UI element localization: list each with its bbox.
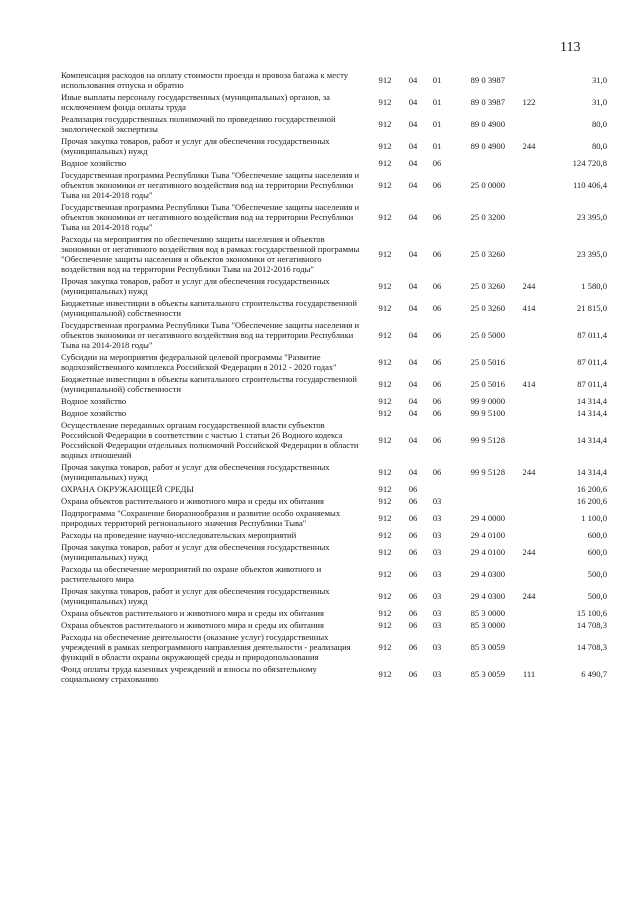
- row-name: Фонд оплаты труда казенных учреждений и взносы по обязательному социальному страхованию: [61, 664, 317, 684]
- row-grbs: 912: [378, 669, 392, 679]
- row-target-article: 25 0 3260: [470, 303, 505, 313]
- row-expense-type: [511, 233, 547, 275]
- row-subsection: 03: [432, 530, 442, 540]
- row-name: Бюджетные инвестиции в объекты капитального строительства государственной (муниципальной) собственности: [61, 374, 357, 394]
- row-section: 04: [408, 212, 418, 222]
- row-subsection: 06: [432, 303, 442, 313]
- row-expense-type: 244: [522, 281, 536, 291]
- row-subsection: 03: [432, 496, 442, 506]
- row-name: Расходы на проведение научно-исследовательских мероприятий: [61, 530, 297, 540]
- row-target-article: 29 4 0100: [470, 547, 505, 557]
- row-subsection: 01: [432, 75, 442, 85]
- row-section: 06: [408, 530, 418, 540]
- row-subsection: 06: [432, 396, 442, 406]
- table-row: [61, 483, 607, 495]
- row-section: 04: [408, 303, 418, 313]
- row-grbs: 912: [378, 97, 392, 107]
- row-target-article: 25 0 3260: [470, 281, 505, 291]
- row-grbs: 912: [378, 642, 392, 652]
- row-subsection: 06: [432, 180, 442, 190]
- row-expense-type: [511, 507, 547, 529]
- table-row: [61, 113, 607, 135]
- row-amount: 31,0: [591, 75, 607, 85]
- row-target-article: 99 9 0000: [470, 396, 505, 406]
- table-row: [61, 563, 607, 585]
- row-name: Реализация государственных полномочий по проведению государственной экологической экспертизы: [61, 114, 336, 134]
- table-row: [61, 201, 607, 233]
- row-amount: 6 490,7: [581, 669, 607, 679]
- row-amount: 500,0: [587, 569, 607, 579]
- row-expense-type: 244: [522, 591, 536, 601]
- row-name: Государственная программа Республики Тыва "Обеспечение защиты населения и объектов экономики от негативного воздействия вод на территории Республики Тыва на 2014-2018 годы": [61, 170, 360, 200]
- row-section: 04: [408, 249, 418, 259]
- table-row: [61, 663, 607, 685]
- row-subsection: 03: [432, 608, 442, 618]
- row-section: 06: [408, 620, 418, 630]
- row-section: 06: [408, 669, 418, 679]
- row-target-article: 25 0 5016: [470, 379, 505, 389]
- row-section: 04: [408, 379, 418, 389]
- row-name: Прочая закупка товаров, работ и услуг для обеспечения государственных (муниципальных) нужд: [61, 586, 330, 606]
- row-expense-type: [511, 169, 547, 201]
- row-name: Прочая закупка товаров, работ и услуг для обеспечения государственных (муниципальных) нужд: [61, 136, 330, 156]
- row-target-article: 29 4 0300: [470, 591, 505, 601]
- row-grbs: 912: [378, 212, 392, 222]
- row-subsection: [425, 483, 449, 495]
- row-target-article: 89 0 4900: [470, 141, 505, 151]
- row-amount: 1 580,0: [581, 281, 607, 291]
- row-subsection: 06: [432, 435, 442, 445]
- row-expense-type: [511, 495, 547, 507]
- row-section: 04: [408, 408, 418, 418]
- row-section: 04: [408, 281, 418, 291]
- row-section: 04: [408, 357, 418, 367]
- row-amount: 14 708,3: [576, 620, 607, 630]
- row-subsection: 06: [432, 467, 442, 477]
- row-grbs: 912: [378, 408, 392, 418]
- row-name: Водное хозяйство: [61, 408, 127, 418]
- row-name: Охрана объектов растительного и животного мира и среды их обитания: [61, 496, 324, 506]
- row-grbs: 912: [378, 608, 392, 618]
- table-row: [61, 419, 607, 461]
- row-expense-type: [511, 113, 547, 135]
- row-name: Иные выплаты персоналу государственных (муниципальных) органов, за исключением фонда оплаты труда: [61, 92, 330, 112]
- row-target-article: 25 0 5000: [470, 330, 505, 340]
- row-grbs: 912: [378, 620, 392, 630]
- row-grbs: 912: [378, 569, 392, 579]
- row-subsection: 06: [432, 281, 442, 291]
- row-amount: 23 395,0: [576, 249, 607, 259]
- row-target-article: 25 0 3200: [470, 212, 505, 222]
- table-row: [61, 297, 607, 319]
- row-target-article: 99 9 5100: [470, 408, 505, 418]
- row-amount: 600,0: [587, 530, 607, 540]
- table-row: [61, 169, 607, 201]
- row-section: 06: [408, 484, 418, 494]
- row-amount: 14 314,4: [576, 408, 607, 418]
- table-row: [61, 91, 607, 113]
- row-name: Расходы на обеспечение деятельности (оказание услуг) государственных учреждений в рамках непрограммного направления деятельности - реализация функций в области охраны окружающей среды и природопользования: [61, 632, 351, 662]
- row-section: 04: [408, 158, 418, 168]
- row-grbs: 912: [378, 141, 392, 151]
- row-amount: 600,0: [587, 547, 607, 557]
- row-subsection: 06: [432, 357, 442, 367]
- row-amount: 14 314,4: [576, 396, 607, 406]
- row-expense-type: 244: [522, 467, 536, 477]
- row-amount: 500,0: [587, 591, 607, 601]
- row-name: Прочая закупка товаров, работ и услуг для обеспечения государственных (муниципальных) нужд: [61, 542, 330, 562]
- row-name: Государственная программа Республики Тыва "Обеспечение защиты населения и объектов экономики от негативного воздействия вод на территории Республики Тыва на 2014-2018 годы": [61, 320, 360, 350]
- row-section: 06: [408, 569, 418, 579]
- row-expense-type: 414: [522, 303, 536, 313]
- row-section: 04: [408, 141, 418, 151]
- row-amount: 16 200,6: [576, 496, 607, 506]
- row-subsection: 01: [432, 119, 442, 129]
- row-section: 06: [408, 547, 418, 557]
- row-expense-type: [511, 419, 547, 461]
- row-amount: 14 314,4: [576, 467, 607, 477]
- row-target-article: [449, 157, 511, 169]
- row-expense-type: [511, 529, 547, 541]
- table-row: [61, 373, 607, 395]
- table-row: [61, 275, 607, 297]
- row-expense-type: [511, 319, 547, 351]
- row-expense-type: [511, 69, 547, 91]
- row-amount: 87 011,4: [577, 379, 607, 389]
- row-amount: 80,0: [591, 141, 607, 151]
- row-amount: 87 011,4: [577, 357, 607, 367]
- budget-table: [61, 69, 607, 685]
- row-section: 04: [408, 396, 418, 406]
- table-row: [61, 607, 607, 619]
- table-row: [61, 69, 607, 91]
- table-row: [61, 541, 607, 563]
- row-target-article: 29 4 0000: [470, 513, 505, 523]
- row-expense-type: [511, 201, 547, 233]
- row-target-article: 25 0 0000: [470, 180, 505, 190]
- row-name: Субсидии на мероприятия федеральной целевой программы "Развитие водохозяйственного комплекса Российской Федерации в 2012 - 2020 годах": [61, 352, 337, 372]
- row-target-article: 99 9 5128: [470, 467, 505, 477]
- row-name: Водное хозяйство: [61, 396, 127, 406]
- row-expense-type: [511, 483, 547, 495]
- row-amount: 14 314,4: [576, 435, 607, 445]
- row-section: 04: [408, 75, 418, 85]
- table-row: [61, 395, 607, 407]
- row-expense-type: [511, 351, 547, 373]
- row-target-article: 99 9 5128: [470, 435, 505, 445]
- row-section: 06: [408, 513, 418, 523]
- row-grbs: 912: [378, 467, 392, 477]
- row-subsection: 03: [432, 513, 442, 523]
- row-target-article: 29 4 0100: [470, 530, 505, 540]
- row-name: Компенсация расходов на оплату стоимости проезда и провоза багажа к месту использования отпуска и обратно: [61, 70, 349, 90]
- row-target-article: 25 0 3260: [470, 249, 505, 259]
- row-target-article: 85 3 0059: [470, 642, 505, 652]
- row-subsection: 06: [432, 158, 442, 168]
- row-subsection: 06: [432, 330, 442, 340]
- row-amount: 87 011,4: [577, 330, 607, 340]
- row-name: Охрана объектов растительного и животного мира и среды их обитания: [61, 620, 324, 630]
- row-expense-type: [511, 157, 547, 169]
- row-grbs: 912: [378, 591, 392, 601]
- row-grbs: 912: [378, 303, 392, 313]
- row-target-article: 25 0 5016: [470, 357, 505, 367]
- row-grbs: 912: [378, 513, 392, 523]
- row-name: Расходы на мероприятия по обеспечению защиты населения и объектов экономики от негативного воздействия вод в рамках государственной программы "Обеспечение защиты населения и объектов экономики от негативного воздействия вод на территории Республики Тыва на 2012-2016 годы": [61, 234, 360, 274]
- row-name: Водное хозяйство: [61, 158, 127, 168]
- row-subsection: 06: [432, 212, 442, 222]
- row-grbs: 912: [378, 547, 392, 557]
- row-expense-type: [511, 395, 547, 407]
- row-target-article: 85 3 0000: [470, 608, 505, 618]
- row-name: ОХРАНА ОКРУЖАЮЩЕЙ СРЕДЫ: [61, 484, 194, 494]
- row-grbs: 912: [378, 180, 392, 190]
- row-expense-type: [511, 563, 547, 585]
- row-target-article: [449, 483, 511, 495]
- row-grbs: 912: [378, 435, 392, 445]
- table-row: [61, 351, 607, 373]
- row-section: 06: [408, 591, 418, 601]
- row-subsection: 03: [432, 620, 442, 630]
- table-row: [61, 495, 607, 507]
- row-name: Прочая закупка товаров, работ и услуг для обеспечения государственных (муниципальных) нужд: [61, 462, 330, 482]
- row-section: 04: [408, 119, 418, 129]
- row-amount: 15 100,6: [576, 608, 607, 618]
- row-section: 04: [408, 467, 418, 477]
- row-expense-type: 111: [522, 669, 536, 679]
- row-grbs: 912: [378, 119, 392, 129]
- table-row: [61, 585, 607, 607]
- table-row: [61, 157, 607, 169]
- table-row: [61, 135, 607, 157]
- row-section: 06: [408, 642, 418, 652]
- table-row: [61, 319, 607, 351]
- row-target-article: 85 3 0000: [470, 620, 505, 630]
- row-amount: 14 708,3: [576, 642, 607, 652]
- row-grbs: 912: [378, 75, 392, 85]
- row-expense-type: 414: [522, 379, 536, 389]
- row-amount: 16 200,6: [576, 484, 607, 494]
- table-row: [61, 507, 607, 529]
- row-subsection: 03: [432, 569, 442, 579]
- row-grbs: 912: [378, 249, 392, 259]
- page-number: 113: [560, 40, 581, 55]
- row-expense-type: 244: [522, 547, 536, 557]
- row-target-article: 89 0 3987: [470, 75, 505, 85]
- row-name: Расходы на обеспечение мероприятий по охране объектов животного и растительного мира: [61, 564, 322, 584]
- row-target-article: 89 0 3987: [470, 97, 505, 107]
- row-expense-type: [511, 619, 547, 631]
- row-subsection: 03: [432, 547, 442, 557]
- row-amount: 80,0: [591, 119, 607, 129]
- row-subsection: 01: [432, 141, 442, 151]
- row-amount: 23 395,0: [576, 212, 607, 222]
- row-subsection: 03: [432, 669, 442, 679]
- row-grbs: 912: [378, 396, 392, 406]
- row-target-article: 29 4 0300: [470, 569, 505, 579]
- row-grbs: 912: [378, 496, 392, 506]
- row-name: Государственная программа Республики Тыва "Обеспечение защиты населения и объектов экономики от негативного воздействия вод на территории Республики Тыва на 2014-2018 годы": [61, 202, 360, 232]
- row-expense-type: [511, 607, 547, 619]
- row-expense-type: [511, 631, 547, 663]
- row-subsection: 06: [432, 379, 442, 389]
- table-row: [61, 407, 607, 419]
- row-grbs: 912: [378, 357, 392, 367]
- row-grbs: 912: [378, 484, 392, 494]
- row-name: Охрана объектов растительного и животного мира и среды их обитания: [61, 608, 324, 618]
- row-subsection: 03: [432, 642, 442, 652]
- row-amount: 21 815,0: [576, 303, 607, 313]
- table-body: [61, 69, 607, 685]
- row-expense-type: 122: [522, 97, 536, 107]
- row-subsection: 06: [432, 408, 442, 418]
- row-name: Подпрограмма "Сохранение биоразнообразия и развитие особо охраняемых природных территорий регионального значения Республики Тыва": [61, 508, 341, 528]
- row-name: Бюджетные инвестиции в объекты капитального строительства государственной (муниципальной) собственности: [61, 298, 357, 318]
- row-amount: 110 406,4: [572, 180, 607, 190]
- row-target-article: 89 0 4900: [470, 119, 505, 129]
- row-expense-type: [511, 407, 547, 419]
- table-row: [61, 233, 607, 275]
- row-amount: 1 100,0: [581, 513, 607, 523]
- row-expense-type: 244: [522, 141, 536, 151]
- table-row: [61, 461, 607, 483]
- row-grbs: 912: [378, 530, 392, 540]
- row-section: 06: [408, 608, 418, 618]
- row-subsection: 03: [432, 591, 442, 601]
- row-grbs: 912: [378, 379, 392, 389]
- row-grbs: 912: [378, 158, 392, 168]
- row-section: 04: [408, 435, 418, 445]
- row-subsection: 01: [432, 97, 442, 107]
- row-section: 04: [408, 330, 418, 340]
- row-name: Прочая закупка товаров, работ и услуг для обеспечения государственных (муниципальных) нужд: [61, 276, 330, 296]
- table-row: [61, 619, 607, 631]
- row-grbs: 912: [378, 330, 392, 340]
- row-amount: 31,0: [591, 97, 607, 107]
- row-grbs: 912: [378, 281, 392, 291]
- row-target-article: 85 3 0059: [470, 669, 505, 679]
- row-name: Осуществление переданных органам государственной власти субъектов Российской Федерации в соответствии с частью 1 статьи 26 Водного кодекса Российской Федерации отдельных полномочий Российской Федерации в области водных отношений: [61, 420, 359, 460]
- table-row: [61, 631, 607, 663]
- row-section: 04: [408, 97, 418, 107]
- row-subsection: 06: [432, 249, 442, 259]
- table-row: [61, 529, 607, 541]
- row-amount: 124 720,8: [572, 158, 607, 168]
- row-target-article: [449, 495, 511, 507]
- row-section: 06: [408, 496, 418, 506]
- row-section: 04: [408, 180, 418, 190]
